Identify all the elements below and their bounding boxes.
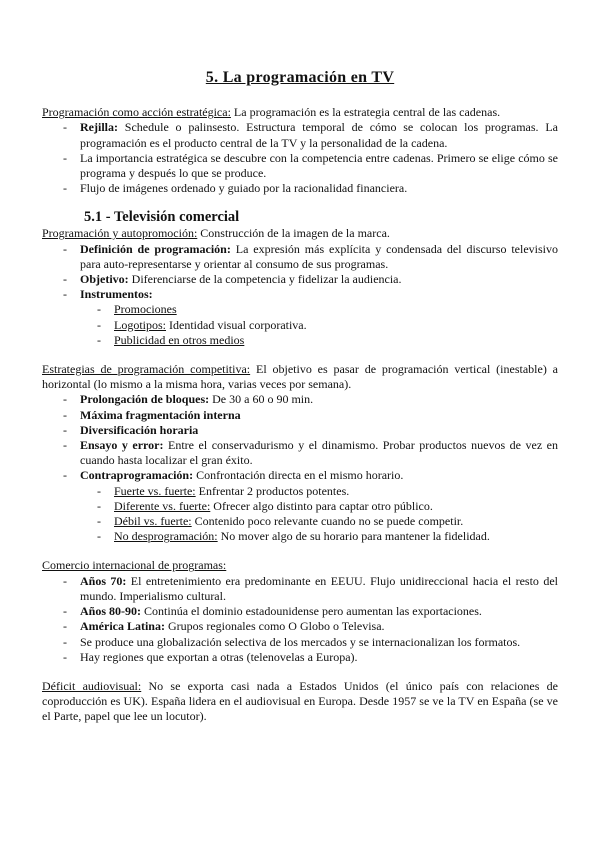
deficit-paragraph xyxy=(42,679,558,725)
list-item xyxy=(63,604,558,619)
item-text: La importancia estratégica se descubre con la competencia entre cadenas. Primero se elige cómo se programa y después lo que se produce. xyxy=(80,150,558,181)
list-item xyxy=(63,468,558,544)
item-label: Promociones xyxy=(114,302,177,317)
item-text: Hay regiones que exportan a otras (telenovelas a Europa). xyxy=(80,649,358,664)
item-term: Prolongación de bloques: xyxy=(80,392,210,407)
item-label: Fuerte vs. fuerte: xyxy=(114,483,196,498)
estrategias-label: Estrategias de programación competitiva: xyxy=(42,362,251,377)
intro-label: Programación como acción estratégica: xyxy=(42,105,231,120)
item-text: Continúa el dominio estadounidense pero aumentan las exportaciones. xyxy=(141,604,482,619)
list-item xyxy=(97,499,558,514)
instrumentos-list xyxy=(80,302,558,348)
item-text: La expresión más explícita y condensada del discurso televisivo para auto-representarse y orientar al consumo de sus programas. xyxy=(80,241,558,271)
list-item xyxy=(97,318,558,333)
item-term: Definición de programación: xyxy=(80,241,231,256)
autopromo-label: Programación y autopromoción: xyxy=(42,226,198,241)
list-item xyxy=(63,242,558,272)
list-item xyxy=(97,484,558,499)
list-item xyxy=(63,151,558,181)
intro-paragraph xyxy=(42,105,558,120)
page-title: 5. La programación en TV xyxy=(205,69,395,86)
estrategias-paragraph xyxy=(42,362,558,392)
deficit-label: Déficit audiovisual: xyxy=(42,678,142,693)
item-text: Identidad visual corporativa. xyxy=(166,317,307,332)
item-term: Años 80-90: xyxy=(80,604,142,619)
item-term: Ensayo y error: xyxy=(80,438,164,453)
list-item xyxy=(97,333,558,348)
item-text: No mover algo de su horario para mantener la fidelidad. xyxy=(217,529,490,544)
item-text: Confrontación directa en el mismo horario. xyxy=(193,468,404,483)
list-item xyxy=(63,574,558,604)
item-text: Schedule o palinsesto. Estructura temporal de cómo se colocan los programas. La programación es el producto central de la TV y la personalidad de la cadena. xyxy=(80,120,558,150)
deficit-text: No se exporta casi nada a Estados Unidos (el único país con relaciones de coproducción es UK). España lidera en el audiovisual en Europa. Desde 1957 se ve la TV en España (se ve el Parte, papel que lee un locutor). xyxy=(42,678,558,724)
item-label: No desprogramación: xyxy=(114,529,218,544)
comercio-label: Comercio internacional de programas: xyxy=(42,558,227,573)
autopromo-paragraph xyxy=(42,226,558,241)
autopromo-list xyxy=(42,242,558,348)
estrategias-list xyxy=(42,392,558,544)
item-term: Objetivo: xyxy=(80,272,129,287)
item-text: Entre el conservadurismo y el dinamismo. Probar productos nuevos de vez en cuando hasta localizar el gran éxito. xyxy=(80,438,558,468)
list-item xyxy=(63,120,558,150)
item-term: Rejilla: xyxy=(80,120,118,135)
list-item xyxy=(63,650,558,665)
comercio-paragraph xyxy=(42,558,558,573)
item-term: Instrumentos: xyxy=(80,287,153,302)
item-term: América Latina: xyxy=(80,619,165,634)
item-term: Contraprogramación: xyxy=(80,468,194,483)
item-text: Flujo de imágenes ordenado y guiado por la racionalidad financiera. xyxy=(80,181,408,196)
comercio-list xyxy=(42,574,558,665)
list-item xyxy=(97,302,558,317)
item-text: Diferenciarse de la competencia y fidelizar la audiencia. xyxy=(128,272,402,287)
item-term: Máxima fragmentación interna xyxy=(80,407,241,422)
list-item xyxy=(63,619,558,634)
contraprogramacion-list xyxy=(80,484,558,545)
intro-list xyxy=(42,120,558,196)
item-text: Grupos regionales como O Globo o Televisa. xyxy=(164,619,385,634)
item-label: Logotipos: xyxy=(114,317,167,332)
item-term: Diversificación horaria xyxy=(80,422,199,437)
item-text: Contenido poco relevante cuando no se puede competir. xyxy=(191,514,464,529)
item-term: Años 70: xyxy=(80,573,127,588)
list-item xyxy=(63,408,558,423)
item-text: Ofrecer algo distinto para captar otro público. xyxy=(210,498,433,513)
item-text: Se produce una globalización selectiva de los mercados y se internacionalizan los formatos. xyxy=(80,634,521,649)
item-text: Enfrentar 2 productos potentes. xyxy=(195,483,350,498)
item-label: Publicidad en otros medios xyxy=(114,332,245,347)
item-text: De 30 a 60 o 90 min. xyxy=(209,392,314,407)
list-item xyxy=(63,423,558,438)
list-item xyxy=(63,181,558,196)
list-item xyxy=(97,514,558,529)
list-item xyxy=(63,287,558,348)
section-heading: 5.1 - Televisión comercial xyxy=(84,209,240,226)
document-page xyxy=(42,70,558,725)
intro-text: La programación es la estrategia central de las cadenas. xyxy=(230,105,501,120)
list-item xyxy=(97,529,558,544)
item-text: El entretenimiento era predominante en EEUU. Flujo unidireccional hacia el resto del mundo. Imperialismo cultural. xyxy=(80,573,558,603)
list-item xyxy=(63,438,558,468)
list-item xyxy=(63,635,558,650)
list-item xyxy=(63,272,558,287)
list-item xyxy=(63,392,558,407)
item-label: Débil vs. fuerte: xyxy=(114,514,192,529)
estrategias-text: El objetivo es pasar de programación vertical (inestable) a horizontal (lo mismo a la misma hora, varias veces por semana). xyxy=(42,362,558,392)
item-label: Diferente vs. fuerte: xyxy=(114,498,211,513)
autopromo-text: Construcción de la imagen de la marca. xyxy=(197,226,390,241)
